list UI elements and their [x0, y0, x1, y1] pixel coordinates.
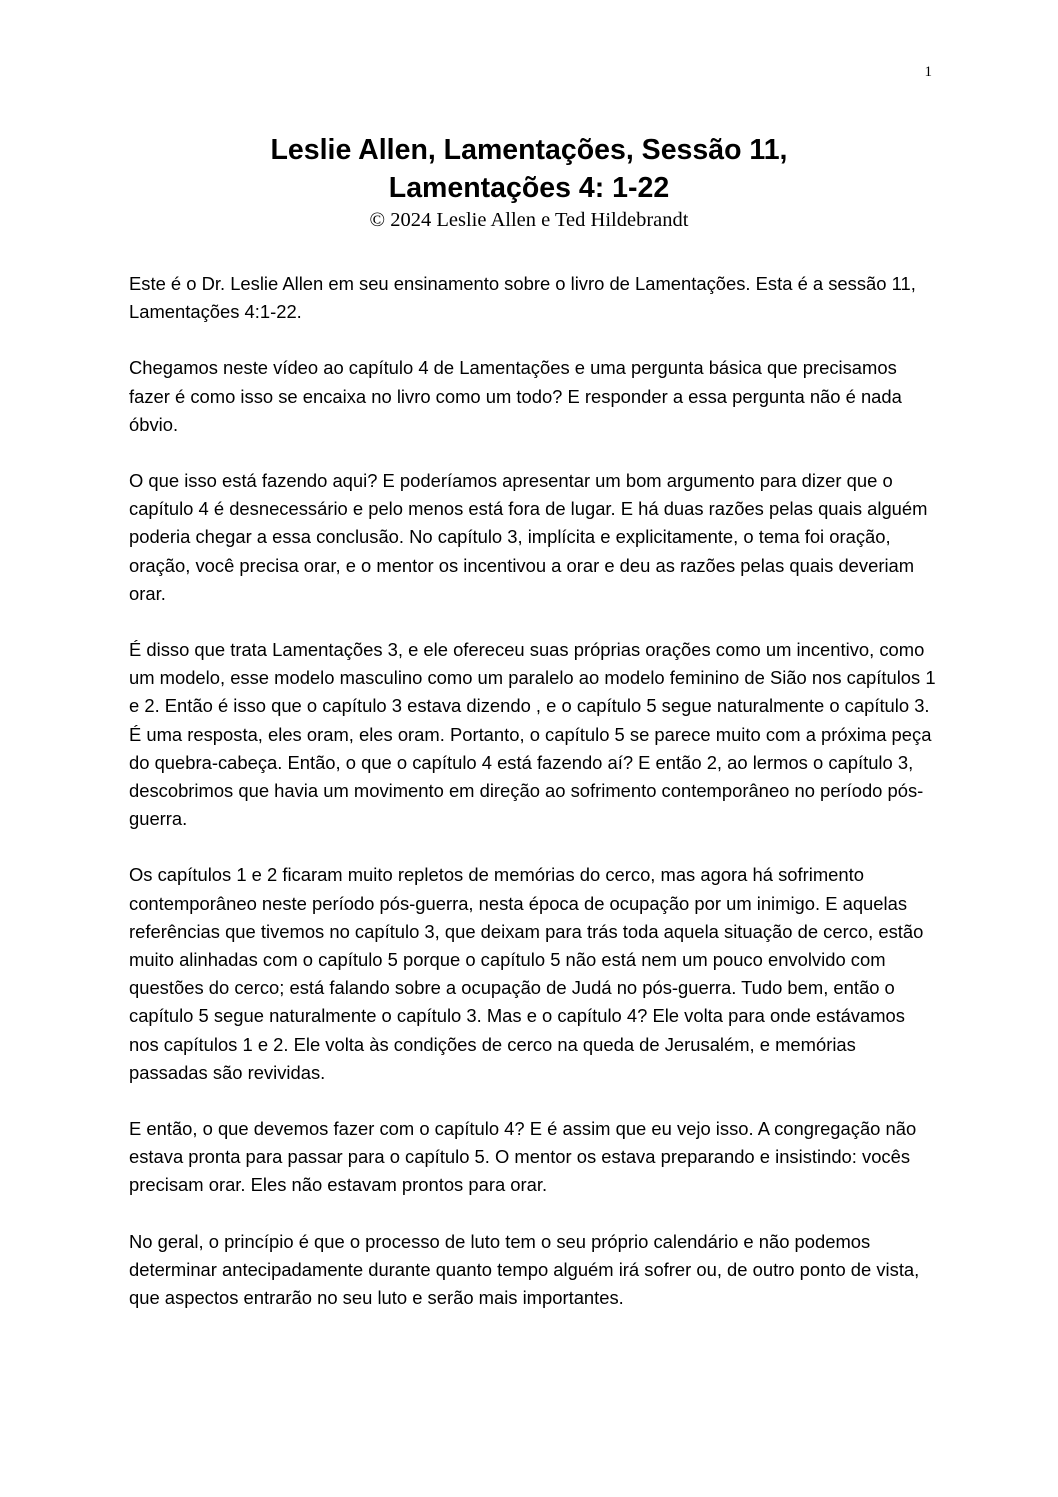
paragraph: É disso que trata Lamentações 3, e ele ofereceu suas próprias orações como um incentivo, como um modelo, esse modelo masculino como um paralelo ao modelo feminino de Sião nos capítulos 1 e 2. Então é isso que o capítulo 3 estava dizendo , e o capítulo 5 segue naturalmente o capítulo 3. É uma resposta, eles oram, eles oram. Portanto, o capítulo 5 se parece muito com a próxima peça do quebra-cabeça. Então, o que o capítulo 4 está fazendo aí? E então 2, ao lermos o capítulo 3, descobrimos que havia um movimento em direção ao sofrimento contemporâneo no período pós-guerra. — [129, 639, 936, 830]
document-body — [129, 270, 939, 1340]
document-title-line-1: Leslie Allen, Lamentações, Sessão 11, — [270, 134, 788, 166]
paragraph: Os capítulos 1 e 2 ficaram muito repletos de memórias do cerco, mas agora há sofrimento contemporâneo neste período pós-guerra, nesta época de ocupação por um inimigo. E aquelas referências que tivemos no capítulo 3, que deixam para trás toda aquela situação de cerco, estão muito alinhadas com o capítulo 5 porque o capítulo 5 não está nem um pouco envolvido com questões do cerco; está falando sobre a ocupação de Judá no pós-guerra. Tudo bem, então o capítulo 5 segue naturalmente o capítulo 3. Mas e o capítulo 4? Ele volta para onde estávamos nos capítulos 1 e 2. Ele volta às condições de cerco na queda de Jerusalém, e memórias passadas são revividas. — [129, 864, 924, 1083]
copyright-line: © 2024 Leslie Allen e Ted Hildebrandt — [369, 209, 689, 231]
paragraph: O que isso está fazendo aqui? E poderíamos apresentar um bom argumento para dizer que o capítulo 4 é desnecessário e pelo menos está fora de lugar. E há duas razões pelas quais alguém poderia chegar a essa conclusão. No capítulo 3, implícita e explicitamente, o tema foi oração, oração, você precisa orar, e o mentor os incentivou a orar e deu as razões pelas quais deveriam orar. — [129, 470, 928, 604]
title-block — [0, 131, 1058, 233]
paragraph: Este é o Dr. Leslie Allen em seu ensinamento sobre o livro de Lamentações. Esta é a sessão 11, Lamentações 4:1-22. — [129, 273, 916, 323]
document-title-line-2: Lamentações 4: 1-22 — [388, 172, 670, 204]
page-number: 1 — [924, 64, 932, 80]
paragraph: E então, o que devemos fazer com o capítulo 4? E é assim que eu vejo isso. A congregação não estava pronta para passar para o capítulo 5. O mentor os estava preparando e insistindo: vocês precisam orar. Eles não estavam prontos para orar. — [129, 1118, 917, 1196]
paragraph: Chegamos neste vídeo ao capítulo 4 de Lamentações e uma pergunta básica que precisamos fazer é como isso se encaixa no livro como um todo? E responder a essa pergunta não é nada óbvio. — [129, 357, 902, 435]
paragraph: No geral, o princípio é que o processo de luto tem o seu próprio calendário e não podemos determinar antecipadamente durante quanto tempo alguém irá sofrer ou, de outro ponto de vista, que aspectos entrarão no seu luto e serão mais importantes. — [129, 1230, 920, 1309]
